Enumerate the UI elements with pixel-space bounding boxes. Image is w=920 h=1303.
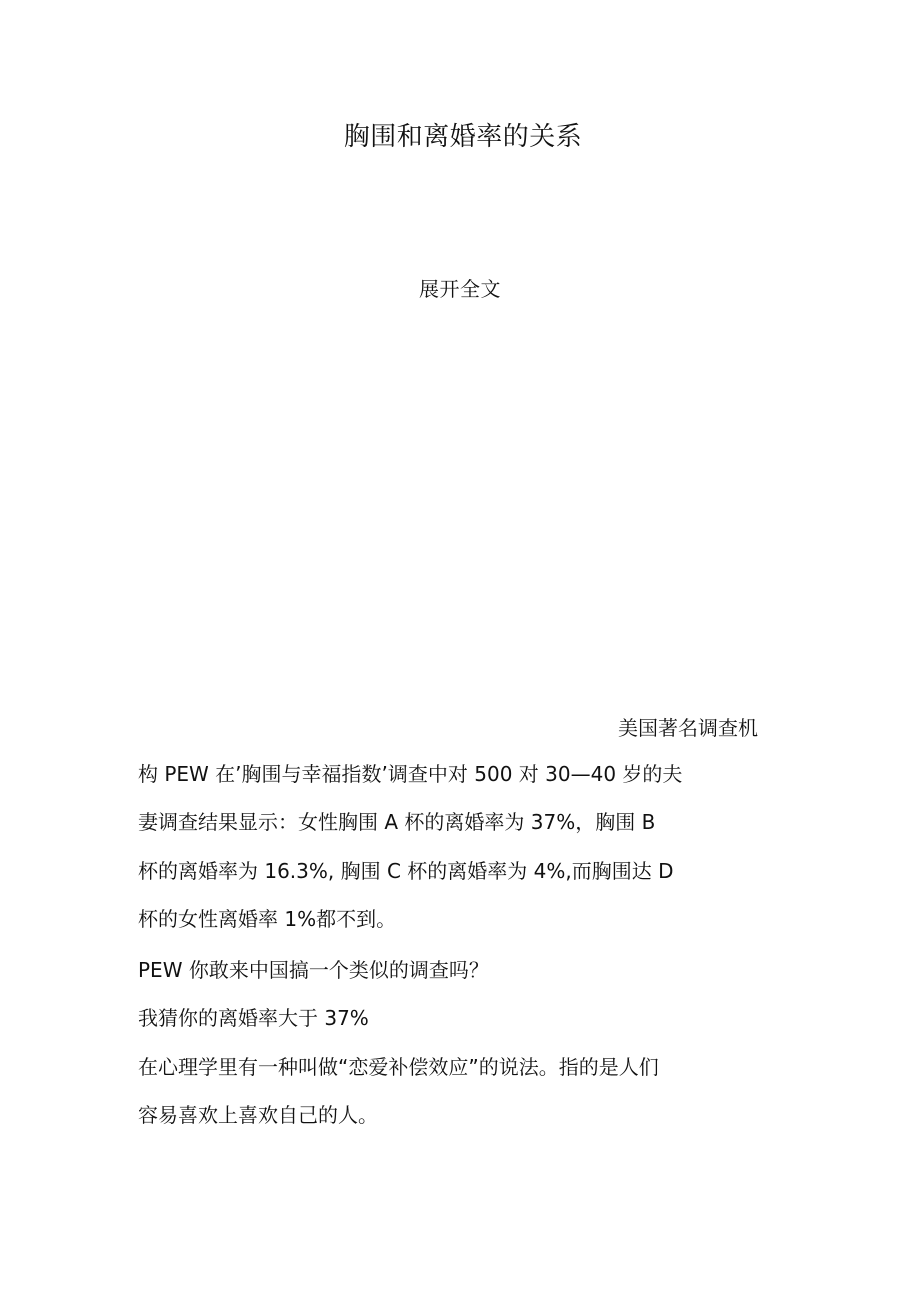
paragraph-line: 我猜你的离婚率大于 37% (138, 1006, 369, 1030)
paragraph-line: PEW 你敢来中国搞一个类似的调查吗？ (138, 958, 489, 982)
document-title: 胸围和离婚率的关系 (343, 122, 583, 152)
paragraph-line: 妻调查结果显示：女性胸围 A 杯的离婚率为 37%，胸围 B (138, 810, 656, 834)
expand-full-text-link[interactable]: 展开全文 (419, 277, 501, 301)
paragraph-line: 在心理学里有一种叫做“恋爱补偿效应”的说法。指的是人们 (138, 1055, 659, 1079)
paragraph-line: 杯的离婚率为 16.3%, 胸围 C 杯的离婚率为 4%,而胸围达 D (138, 859, 674, 883)
paragraph-line: 构 PEW 在’胸围与幸福指数’调查中对 500 对 30—40 岁的夫 (138, 762, 683, 786)
paragraph-line: 容易喜欢上喜欢自己的人。 (138, 1103, 378, 1127)
paragraph-line: 杯的女性离婚率 1%都不到。 (138, 907, 397, 931)
paragraph-line: 美国著名调查机 (618, 716, 758, 740)
